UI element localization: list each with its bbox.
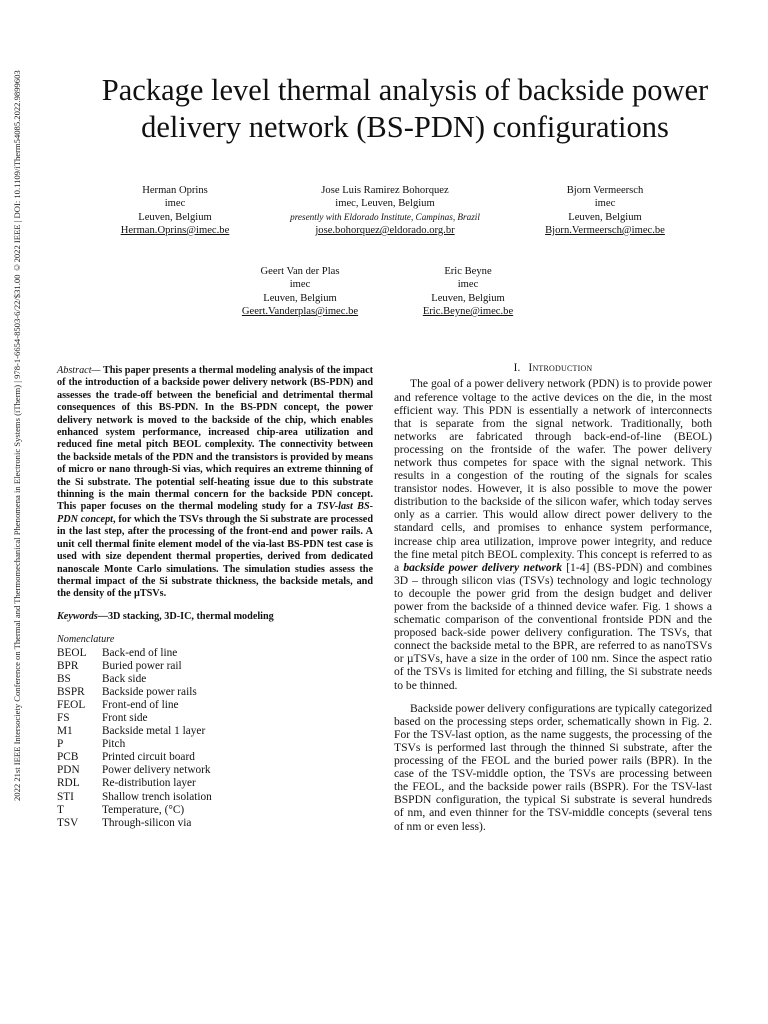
title-line-2: delivery network (BS-PDN) configurations (141, 110, 669, 144)
nomenclature-definition: Front-end of line (102, 698, 179, 711)
abstract-text: , for which the TSVs through the Si substrate are processed in the last step, after the processing of the front-end and power rails. A unit cell thermal finite element model of the via-last BS-PDN test case is used with size dependent thermal properties, derived from dedicated nanoscale Monte Carlo simulations. The simulation studies assess the thermal impact of the Si substrate thickness, the backside metals, and the density of the µTSVs. (57, 513, 373, 600)
nomenclature-abbr: STI (57, 790, 74, 803)
paragraph-text: The goal of a power delivery network (PDN) is to provide power and reference voltage to the active devices on the die, in the most efficient way. This PDN is essentially a network of interconnects that is separate from the signal network. Traditionally, both networks are fabricated through back-end-of-line (BEOL) processing on the frontside of the wafer. The power delivery network thus competes for space with the signal network. This results in a congestion of the routing of the signals for scales transistor nodes. However, it is also possible to move the power distribution to the backside of the silicon wafer, which today serves only as a carrier. This would allow direct power delivery to the standard cells, and promises to enhance system performance, increase chip area utilization, improve power integrity, and reduce the fine metal pitch BEOL complexity. This concept is referred to as a (394, 377, 712, 574)
nomenclature-abbr: FEOL (57, 698, 86, 711)
title-line-1: Package level thermal analysis of backside power (101, 73, 709, 107)
author-affiliation: imec (457, 279, 479, 291)
author-affiliation: imec (164, 198, 186, 210)
nomenclature-row (57, 712, 212, 725)
paper-title (60, 72, 750, 146)
nomenclature-row (57, 725, 212, 738)
author-location: Leuven, Belgium (263, 292, 337, 304)
paragraph-emphasis: backside power delivery network (403, 560, 563, 574)
nomenclature-definition: Back side (102, 672, 147, 685)
author-name: Jose Luis Ramirez Bohorquez (321, 185, 449, 196)
nomenclature-abbr: BEOL (57, 646, 87, 659)
nomenclature-abbr: RDL (57, 777, 80, 790)
author-name: Herman Oprins (142, 185, 208, 196)
nomenclature-abbr: BPR (57, 659, 79, 672)
nomenclature-definition: Through-silicon via (102, 816, 192, 829)
section-number: I. (513, 362, 521, 374)
author-email[interactable]: jose.bohorquez@eldorado.org.br (315, 224, 455, 236)
section-heading (394, 362, 712, 374)
right-column (394, 362, 712, 833)
nomenclature-abbr: P (57, 738, 64, 751)
side-banner: 2022 21st IEEE Intersociety Conference on Thermal and Thermomechanical Phenomena in Electronic Systems (iTherm) | 978-1-6654-8503-6/22/$31.00 ©2022 IEEE | DOI: 10.1109/iTherm54085.2022.9899603 (12, 70, 22, 801)
nomenclature-definition: Temperature, (°C) (102, 803, 185, 816)
nomenclature-table (57, 647, 212, 830)
nomenclature-abbr: T (57, 803, 64, 816)
abstract-lead: Abstract— (57, 365, 101, 376)
nomenclature-definition: Re-distribution layer (102, 777, 196, 790)
nomenclature-definition: Power delivery network (102, 764, 211, 777)
nomenclature-abbr: PCB (57, 751, 79, 764)
author-email[interactable]: Eric.Beyne@imec.be (422, 305, 514, 317)
nomenclature-row (57, 673, 212, 686)
nomenclature-definition: Buried power rail (102, 659, 182, 672)
author-affiliation: imec (289, 279, 311, 291)
nomenclature-row (57, 686, 212, 699)
author-block (90, 184, 260, 237)
nomenclature-abbr: PDN (57, 764, 80, 777)
author-note: presently with Eldorado Institute, Campinas, Brazil (290, 211, 480, 222)
author-block (383, 265, 553, 318)
nomenclature-row (57, 660, 212, 673)
author-name: Eric Beyne (444, 266, 492, 277)
nomenclature-row (57, 738, 212, 751)
nomenclature-abbr: BS (57, 672, 71, 685)
nomenclature-definition: Shallow trench isolation (102, 790, 212, 803)
left-column (57, 365, 373, 830)
author-email[interactable]: Bjorn.Vermeersch@imec.be (545, 224, 665, 236)
section-title: Introduction (528, 362, 593, 374)
nomenclature-row (57, 764, 212, 777)
nomenclature-definition: Printed circuit board (102, 751, 195, 764)
nomenclature-row (57, 804, 212, 817)
nomenclature-heading: Nomenclature (57, 634, 115, 646)
keywords-text: 3D stacking, 3D-IC, thermal modeling (107, 610, 274, 622)
paragraph (394, 377, 712, 691)
author-location: Leuven, Belgium (431, 292, 505, 304)
keywords-lead: Keywords— (57, 610, 108, 622)
nomenclature-abbr: TSV (57, 816, 79, 829)
abstract-text: This paper presents a thermal modeling analysis of the impact of the introduction of a backside power delivery network (BS-PDN) and assesses the trade-off between the beneficial and detrimental thermal consequences of this BS-PDN. In the BS-PDN concept, the power delivery network is moved to the backside of the chip, which enables enhanced system performance, increased chip-area utilization and reduced fine metal pitch BEOL complexity. The connectivity between the backside metals of the PDN and the transistors is provided by means of micro or nano through-Si vias, which requires an extreme thinning of the Si substrate. The potential self-heating issue due to this substrate thinning is the main thermal concern for the backside PDN concept. This paper focuses on the thermal modeling study for a (57, 365, 373, 513)
author-name: Geert Van der Plas (260, 266, 340, 277)
nomenclature-definition: Pitch (102, 738, 126, 751)
nomenclature-abbr: FS (57, 712, 70, 724)
author-block (270, 184, 500, 237)
nomenclature-abbr: BSPR (57, 685, 85, 698)
author-affiliation: imec, Leuven, Belgium (335, 198, 435, 210)
nomenclature-abbr: M1 (57, 725, 73, 738)
author-email[interactable]: Geert.Vanderplas@imec.be (241, 305, 359, 317)
nomenclature-row (57, 791, 212, 804)
nomenclature-definition: Backside power rails (102, 685, 197, 698)
author-email[interactable]: Herman.Oprins@imec.be (120, 224, 230, 236)
abstract (57, 365, 373, 601)
abstract-emphasis: TSV-last BS-PDN concept (57, 501, 373, 525)
nomenclature-definition: Back-end of line (102, 646, 178, 659)
nomenclature-row (57, 817, 212, 830)
author-location: Leuven, Belgium (568, 211, 642, 223)
nomenclature-row (57, 777, 212, 790)
author-location: Leuven, Belgium (138, 211, 212, 223)
author-name: Bjorn Vermeersch (566, 185, 644, 196)
author-block (215, 265, 385, 318)
nomenclature-row (57, 751, 212, 764)
paragraph-text: [1-4] (BS-PDN) and combines 3D – through silicon vias (TSVs) technology and logic technology to decouple the power grid from the design budget and deliver power from the backside of a thinned device wafer. Fig. 1 shows a schematic comparison of the conventional frontside PDN and the proposed back-side power delivery configuration. The TSVs, that connect the backside metal to the BPR, are referred to as nanoTSVs or µTSVs, have a size in the order of 100 nm. Since the aspect ratio of the TSVs is limited for etching and filling, the Si substrate needs to be thinned. (394, 560, 713, 692)
nomenclature-row (57, 647, 212, 660)
nomenclature-definition: Front side (102, 712, 148, 724)
paragraph: Backside power delivery configurations are typically categorized based on the processing steps order, schematically shown in Fig. 2. For the TSV-last option, as the name suggests, the processing of the TSVs is performed last through the thinned Si substrate, after the processing of the FEOL and the buried power rails (BPR). In the case of the TSV-middle option, the TSVs are processing between the FEOL, and the backside power rails (BSPR). For the TSV-last BSPDN configuration, the typical Si substrate is several hundreds of nm, and even thinner for the TSV-middle concepts (several tens of nm or even less). (394, 701, 712, 833)
nomenclature-row (57, 699, 212, 712)
author-block (520, 184, 690, 237)
keywords (57, 611, 373, 623)
nomenclature-definition: Backside metal 1 layer (102, 725, 206, 738)
author-affiliation: imec (594, 198, 616, 210)
